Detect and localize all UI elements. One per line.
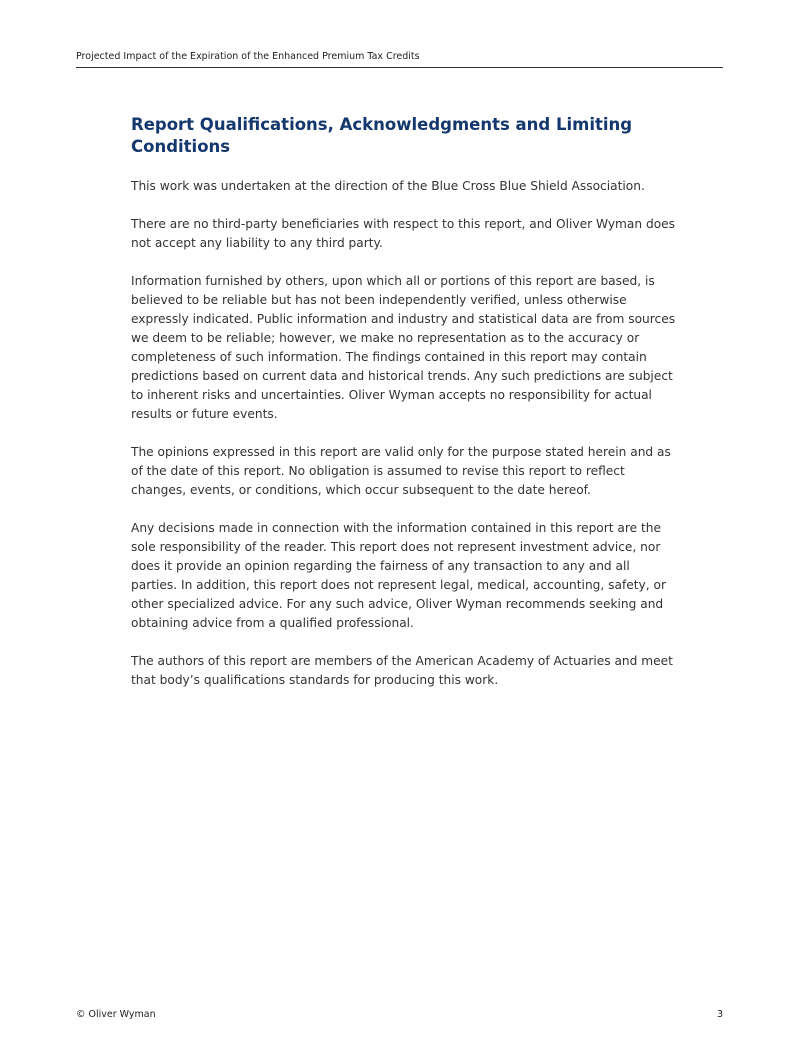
- running-header-title: Projected Impact of the Expiration of the Enhanced Premium Tax Credits: [76, 51, 420, 62]
- paragraph-third-party: There are no third-party beneficiaries with respect to this report, and Oliver Wyman does not accept any liability to any third party.: [131, 217, 676, 250]
- page-number: 3: [716, 1009, 723, 1020]
- running-header: [76, 51, 723, 68]
- section-title: Report Qualifications, Acknowledgments and Limiting Conditions: [131, 115, 633, 156]
- paragraph-opinions: The opinions expressed in this report are valid only for the purpose stated herein and as of the date of this report. No obligation is assumed to revise this report to reflect changes, events, or conditions, which occur subsequent to the date hereof.: [131, 445, 671, 497]
- paragraph-decisions: Any decisions made in connection with the information contained in this report are the sole responsibility of the reader. This report does not represent investment advice, nor does it provide an opinion regarding the fairness of any transaction to any and all parties. In addition, this report does not represent legal, medical, accounting, safety, or other specialized advice. For any such advice, Oliver Wyman recommends seeking and obtaining advice from a qualified professional.: [131, 521, 666, 630]
- footer-copyright: © Oliver Wyman: [76, 1009, 156, 1020]
- report-content: [131, 114, 676, 709]
- running-footer: [76, 1009, 723, 1023]
- paragraph-information: Information furnished by others, upon which all or portions of this report are based, is believed to be reliable but has not been independently verified, unless otherwise expressly indicated. Public information and industry and statistical data are from sources we deem to be reliable; however, we make no representation as to the accuracy or completeness of such information. The findings contained in this report may contain predictions based on current data and historical trends. Any such predictions are subject to inherent risks and uncertainties. Oliver Wyman accepts no responsibility for actual results or future events.: [131, 274, 676, 421]
- paragraph-direction: This work was undertaken at the direction of the Blue Cross Blue Shield Association.: [131, 179, 645, 193]
- paragraph-authors: The authors of this report are members of the American Academy of Actuaries and meet that body’s qualifications standards for producing this work.: [131, 654, 673, 687]
